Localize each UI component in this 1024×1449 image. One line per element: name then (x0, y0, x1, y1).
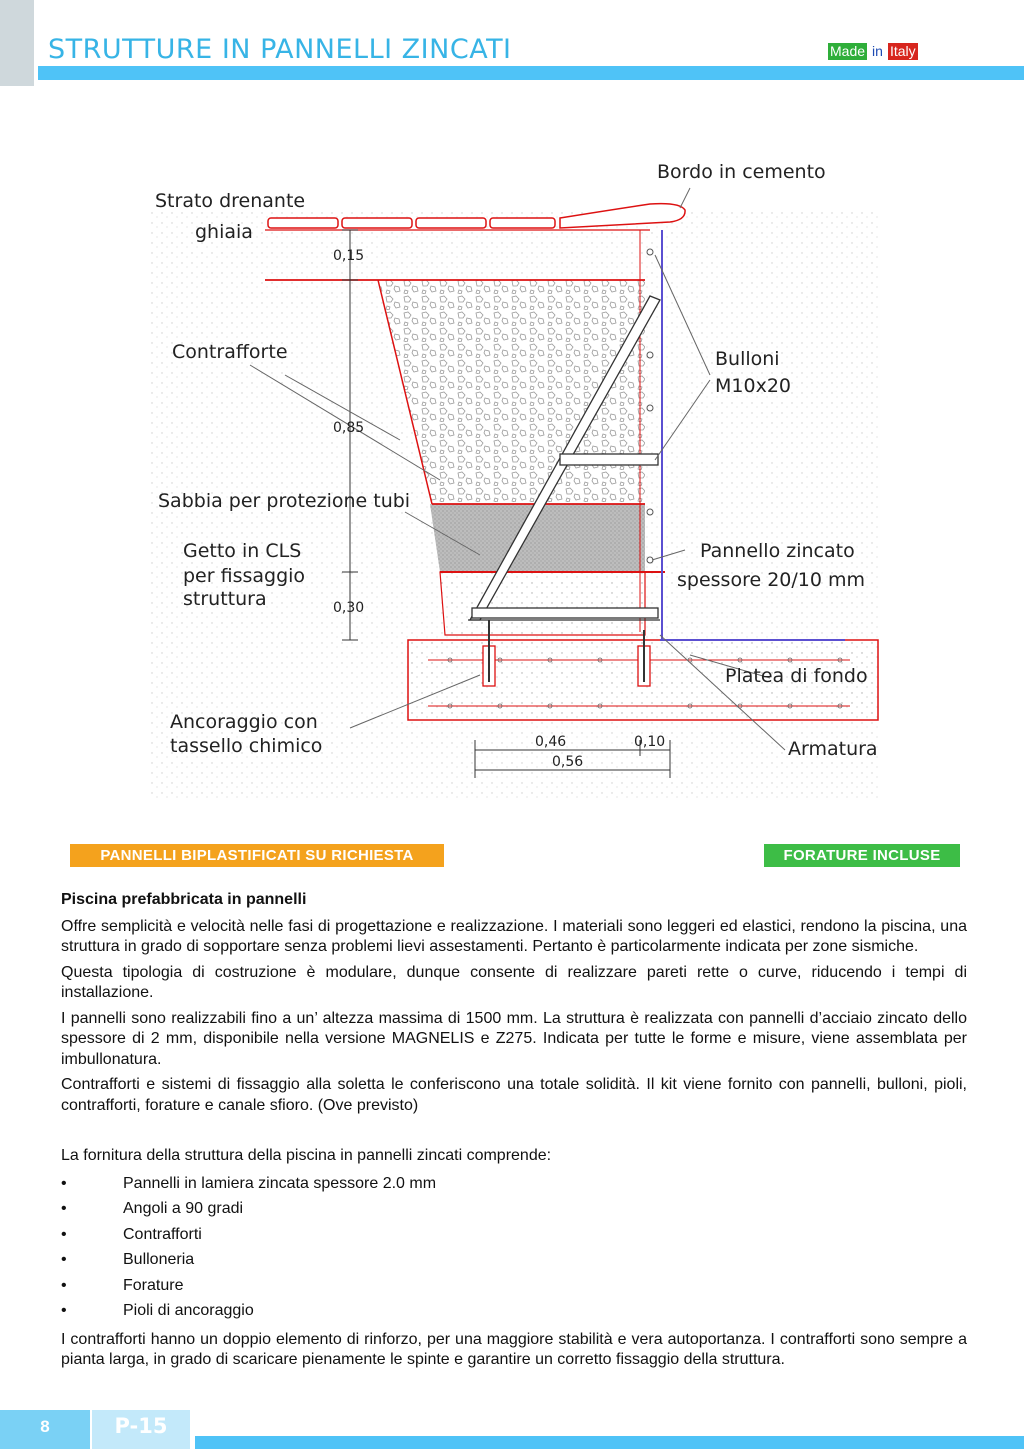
list-item-text: Bulloneria (123, 1251, 195, 1268)
bullet: • (61, 1276, 67, 1294)
label-platea: Platea di fondo (725, 665, 868, 687)
list-item-text: Forature (123, 1276, 184, 1294)
label-ghiaia: ghiaia (195, 221, 253, 243)
label-pannello-1: Pannello zincato (700, 540, 855, 562)
biplasticized-panels-badge: PANNELLI BIPLASTIFICATI SU RICHIESTA (70, 844, 444, 867)
label-armatura: Armatura (788, 738, 878, 760)
dim-030: 0,30 (333, 600, 365, 616)
label-m10: M10x20 (715, 375, 791, 397)
body-text (61, 890, 967, 1376)
list-item-text: Pannelli in lamiera zincata spessore 2.0 mm (123, 1174, 437, 1192)
label-getto-1: Getto in CLS (183, 540, 302, 562)
page-title: STRUTTURE IN PANNELLI ZINCATI (48, 34, 512, 65)
product-code: P-15 (92, 1410, 190, 1449)
paragraph-3: I pannelli sono realizzabili fino a un’ altezza massima di 1500 mm. La struttura è realizzata con pannelli d’acciaio zincato dello spessore di 2 mm, disponibile nella versione MAGNELIS e Z275. Indicata per tutte le forme e misure, viene assemblata per imbullonatura. (61, 1009, 967, 1068)
in-label: in (872, 43, 883, 59)
label-contrafforte: Contrafforte (172, 341, 288, 363)
holes-included-badge: FORATURE INCLUSE (764, 844, 960, 867)
italy-label: Italy (889, 43, 916, 59)
concrete-footing (440, 572, 645, 635)
paragraph-1: Offre semplicità e velocità nelle fasi di progettazione e realizzazione. I materiali sono leggeri ed elastici, rendono la piscina, una struttura in grado di sopportare senza problemi lievi assestamenti. Pertanto è particolarmente indicata per zone sismiche. (61, 917, 967, 955)
paragraph-5: La fornitura della struttura della piscina in pannelli zincati comprende: (61, 1147, 552, 1164)
label-ancoraggio-1: Ancoraggio con (170, 711, 318, 733)
list-item-text: Pioli di ancoraggio (123, 1302, 254, 1319)
label-getto-2: per fissaggio (183, 565, 306, 587)
dim-056: 0,56 (552, 754, 584, 770)
label-pannello-2: spessore 20/10 mm (677, 569, 866, 591)
dim-015: 0,15 (333, 248, 365, 264)
made-label: Made (830, 43, 866, 59)
list-item (61, 1223, 967, 1249)
label-sabbia: Sabbia per protezione tubi (158, 490, 411, 512)
header-bar (38, 66, 1024, 80)
supply-list (61, 1172, 967, 1325)
bullet: • (61, 1251, 67, 1268)
paragraph-4: Contrafforti e sistemi di fissaggio alla soletta le conferiscono una totale solidità. Il kit viene fornito con pannelli, bulloni, pioli, contrafforti, forature e canale sfioro. (Ove previsto) (61, 1076, 967, 1114)
dim-010: 0,10 (634, 734, 666, 750)
footer-bar (195, 1436, 1024, 1449)
paragraph-6: I contrafforti hanno un doppio elemento di rinforzo, per una maggiore stabilità e vera autoportanza. I contrafforti sono sempre a pianta larga, in grado di scaricare pienamente le spinte e garantire un corretto fissaggio della struttura. (61, 1330, 967, 1368)
section-heading: Piscina prefabbricata in pannelli (61, 891, 307, 908)
list-item (61, 1197, 967, 1223)
bullet: • (61, 1200, 67, 1217)
header-corner-block (0, 0, 34, 86)
label-bordo: Bordo in cemento (657, 161, 826, 183)
pool-structure-diagram (150, 150, 880, 800)
list-item-text: Angoli a 90 gradi (123, 1200, 244, 1217)
paving-slabs (268, 218, 555, 228)
label-strato: Strato drenante (155, 190, 306, 212)
label-getto-3: struttura (183, 588, 267, 610)
made-in-italy-badge (828, 43, 918, 60)
list-item-text: Contrafforti (123, 1225, 202, 1243)
bullet: • (61, 1174, 67, 1192)
list-item (61, 1274, 967, 1300)
label-ancoraggio-2: tassello chimico (170, 735, 323, 757)
list-item (61, 1172, 967, 1198)
page-number: 8 (0, 1410, 90, 1449)
bullet: • (61, 1225, 67, 1243)
label-bulloni: Bulloni (715, 348, 780, 370)
bullet: • (61, 1302, 67, 1319)
dim-046: 0,46 (535, 734, 567, 750)
list-item (61, 1248, 967, 1274)
paragraph-2: Questa tipologia di costruzione è modulare, dunque consente di realizzare pareti rette o curve, riducendo i tempi di installazione. (61, 963, 967, 1001)
list-item (61, 1299, 967, 1325)
dim-085: 0,85 (333, 420, 365, 436)
